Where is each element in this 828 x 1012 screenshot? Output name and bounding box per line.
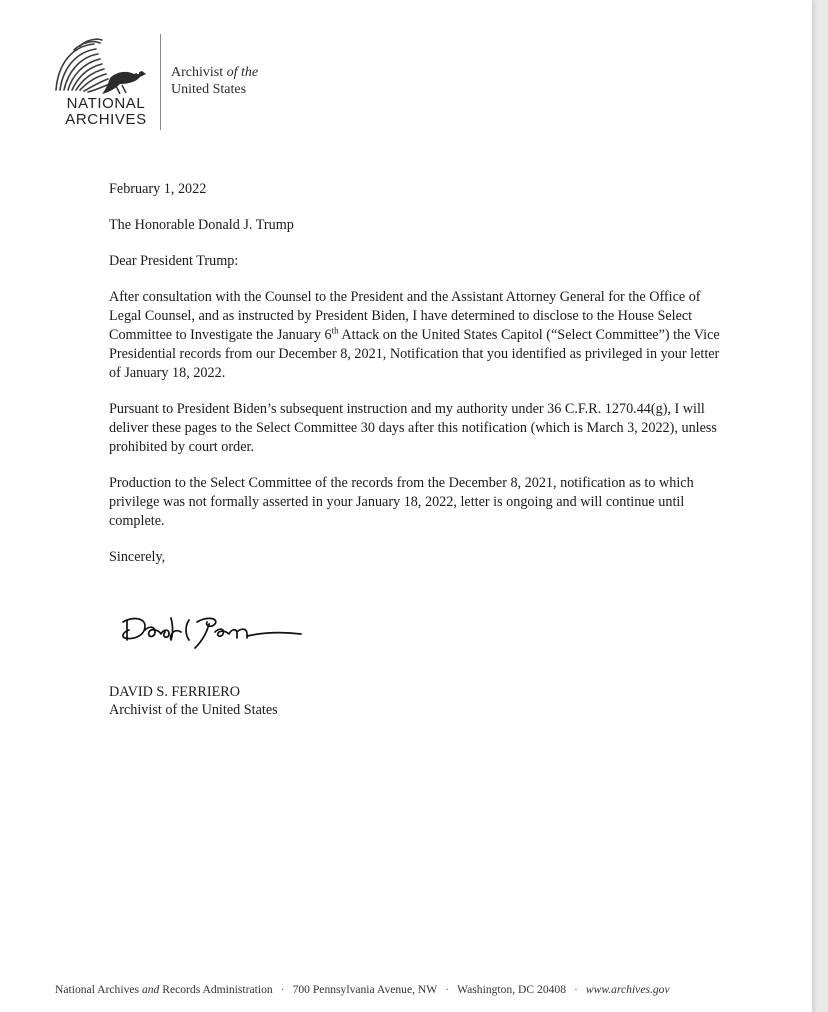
letter-closing: Sincerely, [109,549,166,565]
agency-name [56,96,156,128]
footer-org-prefix: National Archives [55,983,142,996]
office-title-line1 [171,64,258,81]
letter-paragraph-3: Production to the Select Committee of the records from the December 8, 2021, notification as to which privilege was not formally asserted in your January 18, 2022, letter is ongoing and will continue until complete. [109,475,694,529]
signature-icon [115,608,305,658]
office-title-line2: United States [171,82,247,97]
office-title-italic: of the [226,65,259,80]
letter-paragraph-1 [109,288,729,383]
agency-name-line1: NATIONAL [66,95,146,112]
letterhead [50,28,310,138]
footer-website-link[interactable]: www.archives.gov [585,983,670,996]
agency-name-line2: ARCHIVES [65,111,147,128]
footer-separator: · [280,983,285,996]
signer-block [109,683,278,719]
footer-address: 700 Pennsylvania Avenue, NW [292,983,438,996]
footer-city: Washington, DC 20408 [457,983,567,996]
footer-separator: · [574,983,578,996]
national-archives-eagle-icon [50,34,158,100]
footer-org-suffix: Records Administration [159,983,273,996]
letter-body [109,180,729,584]
paragraph-1-text-a: After consultation with the Counsel to the President and the Assistant Attorney General for the Office of Legal Counsel, and as instructed by President Biden, I have determined to disclose to the House Select Committee to Investigate the January 6 [109,289,701,343]
letter-salutation: Dear President Trump: [109,253,239,269]
footer [55,983,785,996]
letter-recipient: The Honorable Donald J. Trump [109,217,294,233]
signer-name: DAVID S. FERRIERO [109,684,240,700]
office-title [171,64,258,98]
signer-title: Archivist of the United States [109,702,278,718]
paragraph-1-superscript: th [331,325,339,336]
paragraph-1-text-b: Attack on the United States Capitol (“Select Committee”) the Vice Presidential records from our December 8, 2021, Notification that you identified as privileged in your letter of January 18, 2022. [109,327,720,381]
letter-paragraph-2: Pursuant to President Biden’s subsequent instruction and my authority under 36 C.F.R. 1270.44(g), I will deliver these pages to the Select Committee 30 days after this notification (which is March 3, 2022), unless prohibited by court order. [109,401,717,455]
footer-org-italic: and [141,983,160,996]
letterhead-divider [160,34,161,130]
office-title-prefix: Archivist [171,65,227,80]
footer-separator: · [445,983,450,996]
letter-date: February 1, 2022 [109,181,207,197]
footer-org [55,983,273,996]
